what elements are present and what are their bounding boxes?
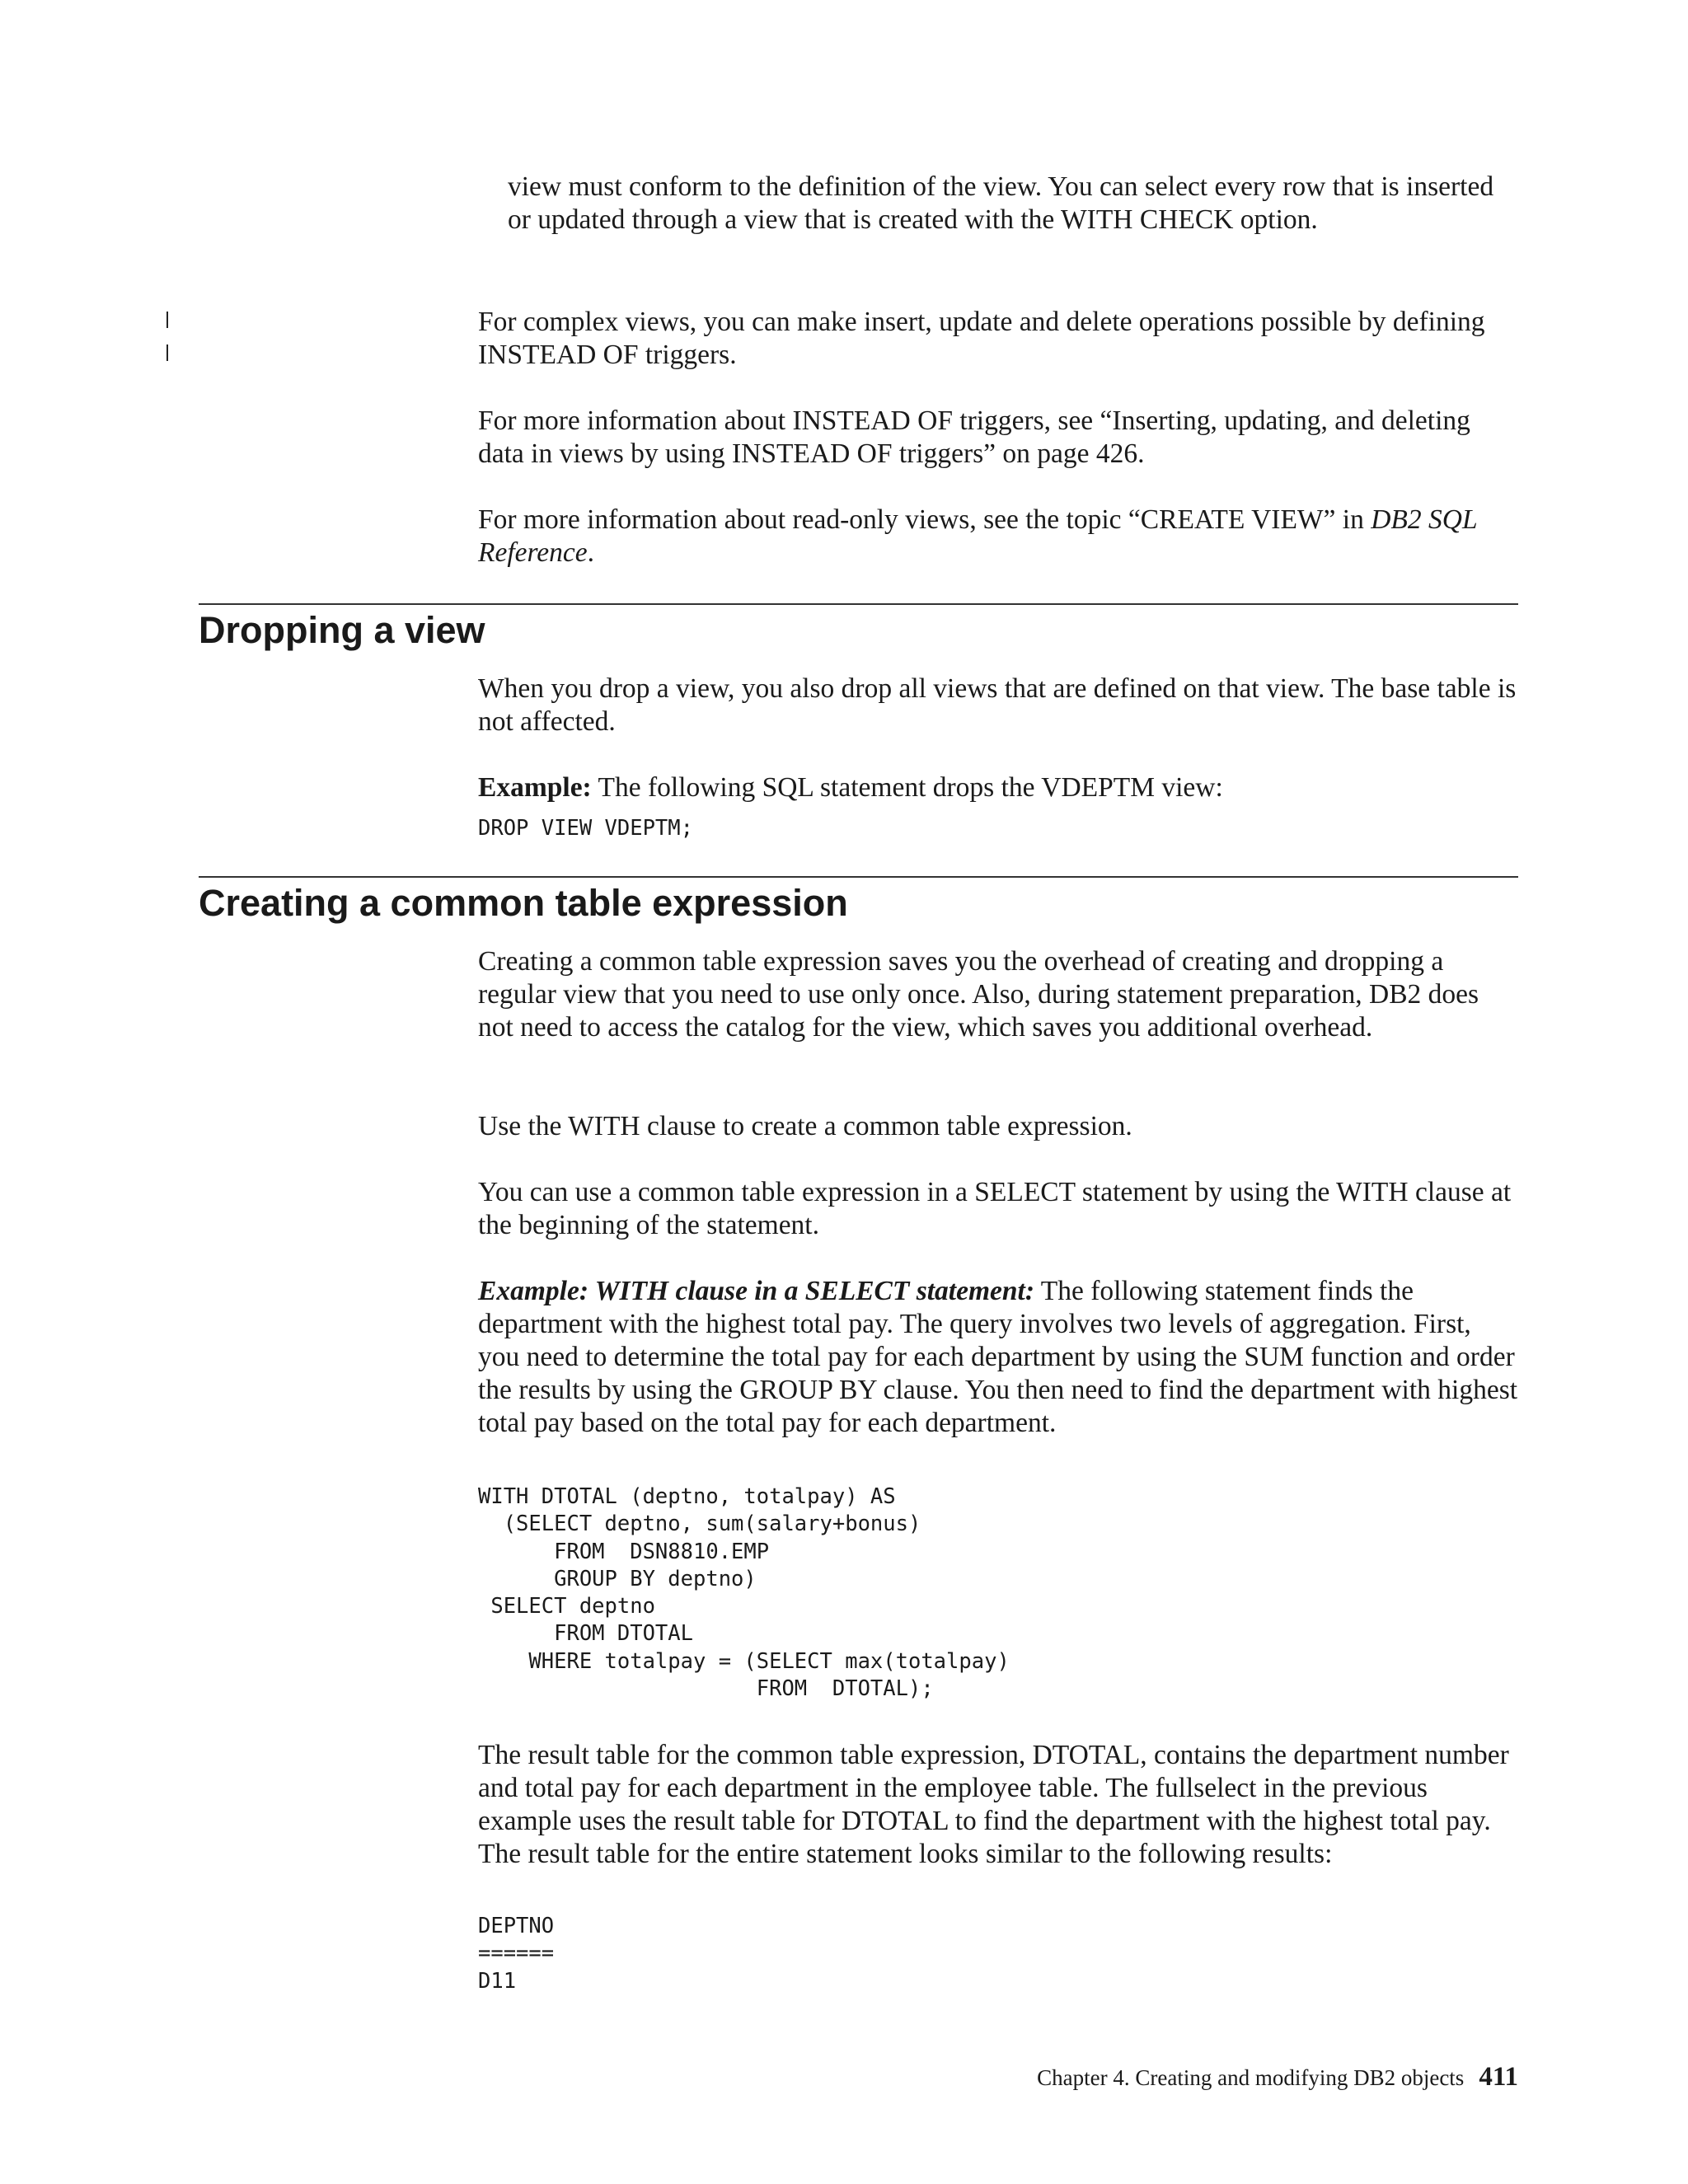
section-heading-common-table-expression: Creating a common table expression: [199, 882, 848, 924]
cte-paragraph-1: Creating a common table expression saves you the overhead of creating and dropping a regular view that you need to use only once. Also, during statement preparation, DB2 does not need to access the catalog for the view, which saves you additional overhead.: [478, 946, 1479, 1043]
example-label: Example:: [478, 772, 592, 803]
section-rule: [199, 876, 1518, 878]
para4-end: .: [587, 537, 595, 568]
example-text: The following SQL statement drops the VDEPTM view:: [591, 772, 1223, 803]
page-footer: [1037, 2060, 1518, 2094]
section-rule: [199, 603, 1518, 605]
para4-text: For more information about read-only views, see the topic “CREATE VIEW” in: [478, 504, 1372, 535]
change-bar: [166, 344, 168, 361]
cte-paragraph-2: Use the WITH clause to create a common table expression.: [478, 1111, 1132, 1141]
change-bar: [166, 312, 168, 328]
page-number: 411: [1479, 2062, 1518, 2092]
cte-paragraph-4: The result table for the common table expression, DTOTAL, contains the department number and total pay for each department in the employee table. The fullselect in the previous example uses the result table for DTOTAL to find the department with the highest total pay. The result table for the entire statement looks similar to the following results:: [478, 1740, 1509, 1869]
intro-paragraph-1: view must conform to the definition of the view. You can select every row that is inserted or updated through a view that is created with the WITH CHECK option.: [508, 171, 1494, 235]
example-label: Example: WITH clause in a SELECT statement:: [478, 1276, 1035, 1306]
cte-paragraph-3: You can use a common table expression in a SELECT statement by using the WITH clause at the beginning of the statement.: [478, 1177, 1512, 1240]
dropping-example: [478, 771, 1518, 804]
intro-paragraph-3: For more information about INSTEAD OF triggers, see “Inserting, updating, and deleting data in views by using INSTEAD OF triggers” on page 426.: [478, 405, 1470, 469]
intro-paragraph-2: For complex views, you can make insert, update and delete operations possible by defining INSTEAD OF triggers.: [478, 307, 1485, 370]
footer-chapter: Chapter 4. Creating and modifying DB2 objects: [1037, 2065, 1465, 2090]
section-heading-dropping-a-view: Dropping a view: [199, 609, 485, 651]
db2-sql-reference-title: DB2 SQL Reference: [478, 504, 1477, 568]
dropping-paragraph: When you drop a view, you also drop all views that are defined on that view. The base table is not affected.: [478, 673, 1517, 737]
intro-paragraph-4: [478, 504, 1518, 569]
drop-view-code: DROP VIEW VDEPTM;: [478, 816, 693, 841]
cte-example: [478, 1275, 1518, 1440]
result-code-block: DEPTNO ====== D11: [478, 1914, 555, 1994]
cte-code-block: WITH DTOTAL (deptno, totalpay) AS (SELECT deptno, sum(salary+bonus) FROM DSN8810.EMP GROUP BY deptno) SELECT deptno FROM DTOTAL WHERE totalpay = (SELECT max(totalpay) FROM DTOTAL);: [478, 1484, 1010, 1702]
example-text: The following statement finds the department with the highest total pay. The query involves two levels of aggregation. First, you need to determine the total pay for each department by using the SUM function and order the results by using the GROUP BY clause. You then need to find the department with highest total pay based on the total pay for each department.: [478, 1276, 1518, 1438]
